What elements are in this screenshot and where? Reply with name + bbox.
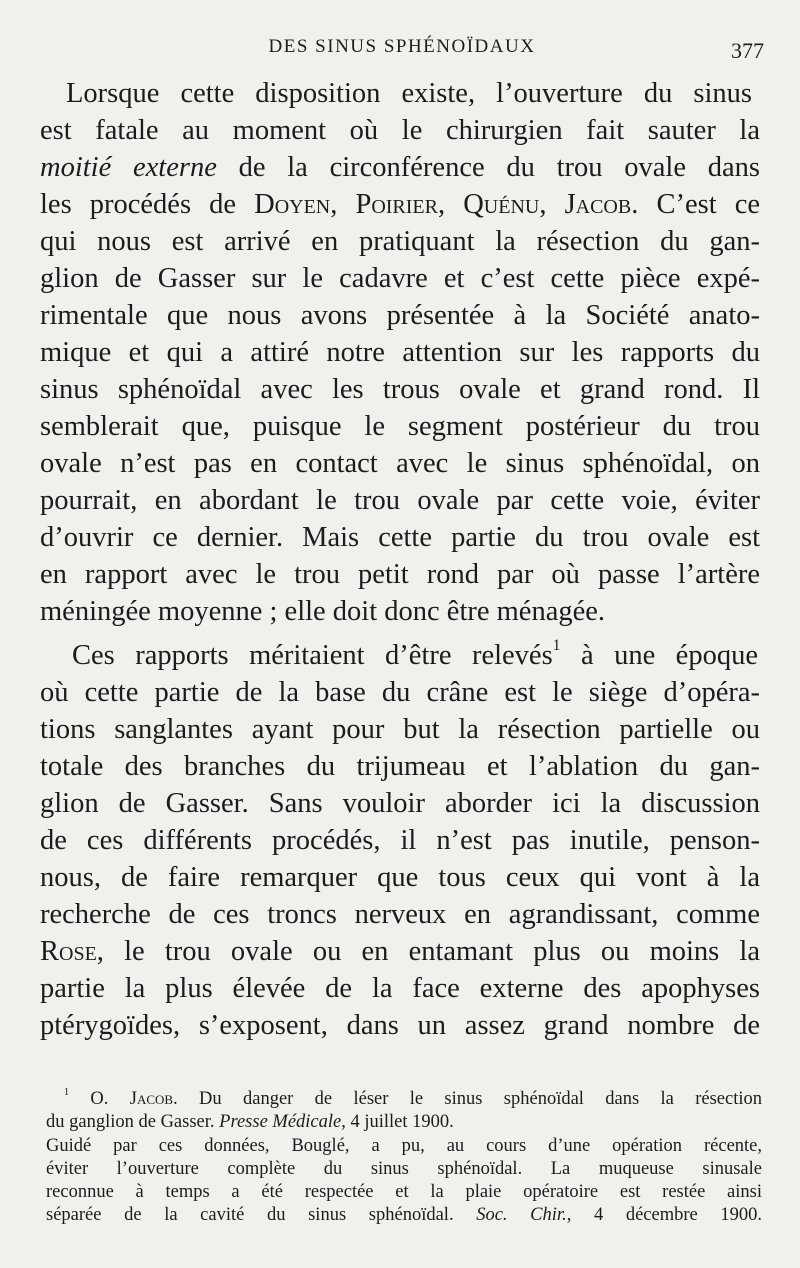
text-line: Rose, le trou ovale ou en entamant plus ou moins la [40,936,760,967]
text-line: glion de Gasser sur le cadavre et c’est cette pièce expé- [40,263,760,294]
author-name: Quénu [463,189,540,220]
italic-phrase: moitié externe [40,152,217,183]
page-number: 377 [731,38,764,63]
text-line: mique et qui a attiré notre attention sur les rapports du [40,337,760,368]
author-name: Doyen [254,189,331,220]
author-name: Jacob [564,189,632,220]
text-line: Ces rapports méritaient d’être relevés$^1$ à une époque [72,636,758,671]
text-line: recherche de ces troncs nerveux en agrandissant, comme [40,899,760,930]
author-name: Rose [40,936,97,967]
text-line: est fatale au moment où le chirurgien fait sauter la [40,115,760,146]
journal-title: Presse Médicale [219,1112,342,1132]
footnote-marker: 1 [64,1086,70,1098]
author-name: Poirier [355,189,438,220]
footnote-marker: 1 [552,636,561,654]
text-line: glion de Gasser. Sans vouloir aborder ici la discussion [40,788,760,819]
text-line: ovale n’est pas en contact avec le sinus sphénoïdal, on [40,448,760,479]
text-line: tions sanglantes ayant pour but la résection partielle ou [40,714,760,745]
footnote-line: éviter l’ouverture complète du sinus sphénoïdal. La muqueuse sinusale [46,1159,762,1179]
text-line: qui nous est arrivé en pratiquant la résection du gan- [40,226,760,257]
text-line: moitié externe de la circonférence du trou ovale dans [40,152,760,183]
footnote-line: séparée de la cavité du sinus sphénoïdal. Soc. Chir., 4 décembre 1900. [46,1205,762,1225]
text-line: les procédés de Doyen, Poirier, Quénu, Jacob. C’est ce [40,189,760,220]
text-line: totale des branches du trijumeau et l’ablation du gan- [40,751,760,782]
text-line: partie la plus élevée de la face externe des apophyses [40,973,760,1004]
text-line: où cette partie de la base du crâne est le siège d’opéra- [40,677,760,708]
journal-title: Soc. Chir. [476,1205,567,1225]
text-line: ptérygoïdes, s’exposent, dans un assez grand nombre de [40,1010,760,1041]
footnote-line: $^1$ O. Jacob. Du danger de léser le sinus sphénoïdal dans la résection [64,1086,762,1109]
text-line: d’ouvrir ce dernier. Mais cette partie du trou ovale est [40,522,760,553]
text-line: rimentale que nous avons présentée à la Société anato- [40,300,760,331]
author-name: Jacob [129,1089,174,1109]
running-head: DES SINUS SPHÉNOÏDAUX [268,36,536,57]
footnote-line: Guidé par ces données, Bouglé, a pu, au cours d’une opération récente, [46,1136,762,1156]
text-line: semblerait que, puisque le segment postérieur du trou [40,411,760,442]
text-line: nous, de faire remarquer que tous ceux qui vont à la [40,862,760,893]
text-line: de ces différents procédés, il n’est pas inutile, penson- [40,825,760,856]
text-line: méningée moyenne ; elle doit donc être ménagée. [40,596,606,627]
text-line: en rapport avec le trou petit rond par où passe l’artère [40,559,760,590]
text-line: pourrait, en abordant le trou ovale par cette voie, éviter [40,485,760,516]
text-line: sinus sphénoïdal avec les trous ovale et grand rond. Il [40,374,760,405]
footnote-line: reconnue à temps a été respectée et la plaie opératoire est restée ainsi [46,1182,762,1202]
text-line: Lorsque cette disposition existe, l’ouverture du sinus [66,78,752,109]
page-header [40,36,764,68]
footnote-line: du ganglion de Gasser. Presse Médicale, 4 juillet 1900. [46,1112,454,1132]
